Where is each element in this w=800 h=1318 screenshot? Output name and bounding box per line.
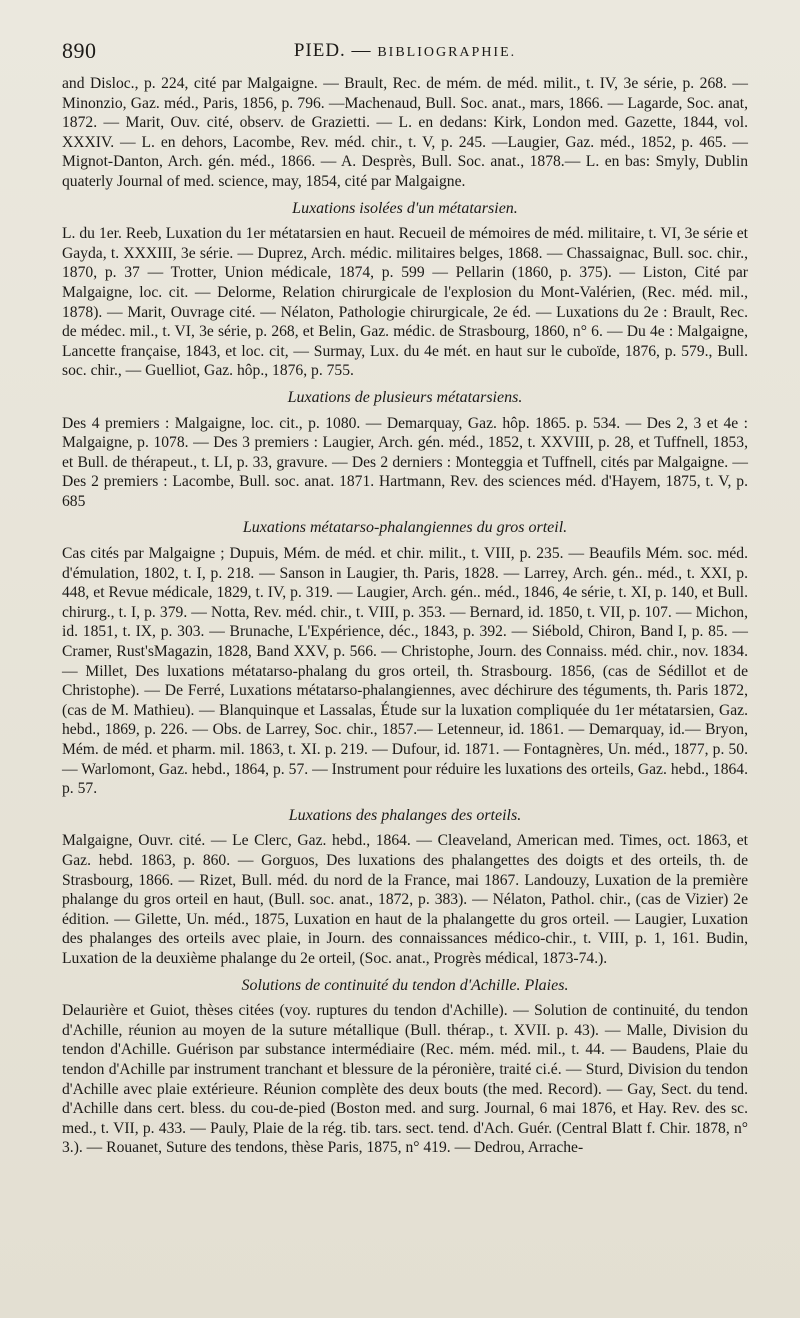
section-title-metatarsophalangeal: Luxations métatarso-phalangiennes du gros orteil. xyxy=(242,519,568,537)
section-text-achilles-tendon: Delaurière et Guiot, thèses citées (voy. ruptures du tendon d'Achille). — Solution de continuité, du tendon d'Achille, réunion au moyen de la suture métallique (Bull. thérap., t. XVII. p. 43). — Malle, Division du tendon d'Achille. Guérison par substance intermédiaire (Rec. mém. méd. mil., t. 44. — Baudens, Plaie du tendon d'Achille par instrument tranchant et blessure de la péronière, traité ci.é. — Sturd, Division du tendon d'Achille avec plaie extérieure. Réunion complète des deux bouts (the med. Record). — Gay, Sect. du tend. d'Achille dans cert. bless. du cou-de-pied (Boston med. and surg. Journal, 6 mai 1876, et Hay. Rev. des sc. med., t. VII, p. 433. — Pauly, Plaie de la rég. tib. tars. sect. tend. d'Ach. Guér. (Central Blatt f. Chir. 1878, n° 3.). — Rouanet, Suture des tendons, thèse Paris, 1875, n° 419. — Dedrou, Arrache- xyxy=(62,1002,748,1157)
running-title-main: PIED. — xyxy=(293,40,372,61)
section-text-metatarsophalangeal: Cas cités par Malgaigne ; Dupuis, Mém. de méd. et chir. milit., t. VIII, p. 235. — Beaufils Mém. soc. méd. d'émulation, 1802, t. I, p. 218. — Sanson in Laugier, th. Paris, 1828. — Larrey, Arch. gén.. méd., t. XXI, p. 448, et Revue médicale, 1829, t. IV, p. 319. — Laugier, Arch. gén.. méd., 1846, 4e série, t. XI, p. 140, et Bull. chirurg., t. I, p. 379. — Notta, Rev. méd. chir., t. VIII, p. 353. — Bernard, id. 1850, t. VII, p. 107. — Michon, id. 1851, t. IX, p. 303. — Brunache, L'Expérience, déc., 1843, p. 392. — Siébold, Chiron, Band I, p. 85. — Cramer, Rust'sMagazin, 1828, Band XXV, p. 566. — Christophe, Journ. des Connaiss. méd. chir., nov. 1834. — Millet, Des luxations métatarso-phalang du gros orteil, th. Strasbourg. 1856, (cas de Sédillot et de Christophe). — De Ferré, Luxations métatarso-phalangiennes, avec déchirure des téguments, th. Paris 1872, (cas de M. Mathieu). — Blanquinque et Lassalas, Étude sur la luxation compliquée du 1er métatarsien, Gaz. hebd., 1869, p. 226. — Obs. de Larrey, Soc. chir., 1857.— Letenneur, id. 1861. — Demarquay, id.— Bryon, Mém. de méd. et pharm. mil. 1863, t. XI. p. 219. — Dufour, id. 1871. — Fontagnères, Un. méd., 1877, p. 50. — Warlomont, Gaz. hebd., 1864, p. 57. — Instrument pour réduire les luxations des orteils, Gaz. hebd., 1864. p. 57. xyxy=(62,545,748,798)
section-title-achilles-tendon: Solutions de continuité du tendon d'Achille. Plaies. xyxy=(241,976,569,994)
section-text-isolated-metatarsal: L. du 1er. Reeb, Luxation du 1er métatarsien en haut. Recueil de mémoires de méd. militaire, t. VI, 3e série et Gayda, t. XXXIII, 3e série. — Duprez, Arch. médic. militaires belges, 1868. — Chassaignac, Bull. soc. chir., 1870, p. 37 — Trotter, Union médicale, 1874, p. 599 — Pellarin (1860, p. 375). — Liston, Cité par Malgaigne, loc. cit. — Delorme, Relation chirurgicale de l'explosion du Mont-Valérien, (Rec. méd. mil., 1878). — Marit, Ouvrage cité. — Nélaton, Pathologie chirurgicale, 2e éd. — Luxations du 2e : Brault, Rec. de médec. mil., t. VI, 3e série, p. 268, et Belin, Gaz. médic. de Strasbourg, 1860, n° 6. — Du 4e : Malgaigne, Lancette française, 1843, et loc. cit, — Surmay, Lux. du 4e mét. en haut sur le cuboïde, 1876, p. 579., Bull. soc. chir., — Guelliot, Gaz. hôp., 1876, p. 755. xyxy=(62,225,748,380)
page-number: 890 xyxy=(62,38,97,63)
section-text-toe-phalanges: Malgaigne, Ouvr. cité. — Le Clerc, Gaz. hebd., 1864. — Cleaveland, American med. Times, oct. 1863, et Gaz. hebd. 1863, p. 860. — Gorguos, Des luxations des phalangettes des doigts et des orteils, th. de Strasbourg, 1866. — Rizet, Bull. méd. du nord de la France, mai 1867. Landouzy, Luxation de la première phalange du gros orteil en haut, (Bull. soc. anat., 1872, p. 383). — Nélaton, Pathol. chir., (cas de Vizier) 2e édition. — Gilette, Un. méd., 1875, Luxation en haut de la phalangette du gros orteil. — Laugier, Luxation des phalanges des orteils avec plaie, in Journ. des connaissances médico-chir., t. VIII, p. 1, 161. Budin, Luxation de la deuxième phalange du 2e orteil, (Soc. anat., Progrès médical, 1873-74.). xyxy=(62,832,748,967)
intro-paragraph: and Disloc., p. 224, cité par Malgaigne. — Brault, Rec. de mém. de méd. milit., t. IV, 3e série, p. 268. — Minonzio, Gaz. méd., Paris, 1856, p. 796. —Machenaud, Bull. Soc. anat., mars, 1866. — Lagarde, Soc. anat, 1872. — Marit, Ouv. cité, observ. de Grazietti. — L. en dedans: Kirk, London med. Gazette, 1844, vol. XXXIV. — L. en dehors, Lacombe, Rev. méd. chir., t. V, p. 245. —Laugier, Gaz. méd., 1852, p. 465. — Mignot-Danton, Arch. gén. méd., 1866. — A. Desprès, Bull. Soc. anat., 1878.— L. en bas: Smyly, Dublin quaterly Journal of med. science, may, 1854, cité par Malgaigne. xyxy=(62,75,748,190)
bibliography-body xyxy=(62,74,748,1158)
section-title-toe-phalanges: Luxations des phalanges des orteils. xyxy=(288,806,522,824)
section-title-multiple-metatarsals: Luxations de plusieurs métatarsiens. xyxy=(287,388,523,406)
running-title xyxy=(62,40,748,62)
running-title-small: BIBLIOGRAPHIE. xyxy=(377,45,517,60)
section-title-isolated-metatarsal: Luxations isolées d'un métatarsien. xyxy=(292,199,518,217)
page-header xyxy=(62,34,748,74)
section-text-multiple-metatarsals: Des 4 premiers : Malgaigne, loc. cit., p. 1080. — Demarquay, Gaz. hôp. 1865. p. 534. — Des 2, 3 et 4e : Malgaigne, p. 1078. — Des 3 premiers : Laugier, Arch. gén. méd., 1852, t. XXVIII, p. 28, et Tuffnell, 1853, et Bull. de thérapeut., t. LI, p. 33, gravure. — Des 2 derniers : Monteggia et Tuffnell, cités par Malgaigne. — Des 2 premiers : Lacombe, Bull. soc. anat. 1871. Hartmann, Rev. des sciences méd. d'Hayem, 1875, t. V, p. 685 xyxy=(62,414,748,510)
